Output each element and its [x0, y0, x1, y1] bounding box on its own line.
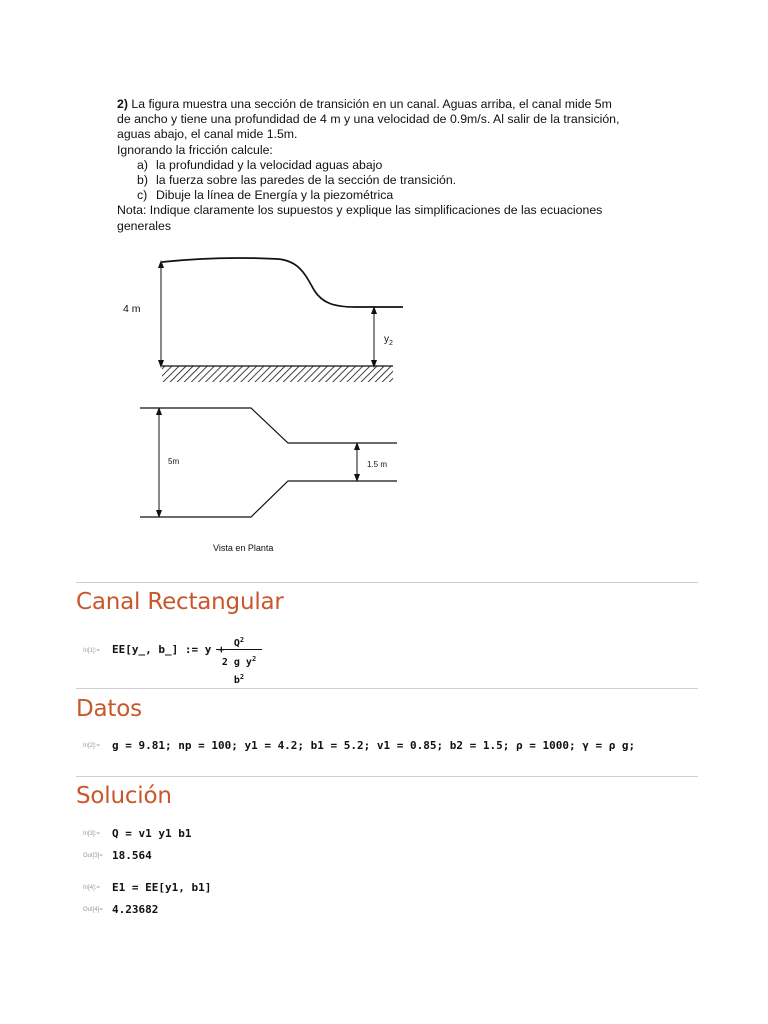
output-label-4: Out[4]= — [83, 907, 103, 913]
item-label: a) — [137, 157, 148, 172]
problem-note-1: Nota: Indique claramente los supuestos y explique las simplificaciones de las ecuaciones — [117, 203, 603, 218]
section-divider — [76, 582, 698, 583]
problem-text-1: La figura muestra una sección de transición en un canal. Aguas arriba, el canal mide 5m — [127, 97, 612, 111]
code-output-3: 18.564 — [112, 849, 152, 862]
section-title-datos: Datos — [76, 696, 142, 722]
profile-y2-label: $y_2$ — [384, 334, 393, 347]
fraction-bar — [216, 649, 262, 650]
section-divider — [76, 688, 698, 689]
item-text: la profundidad y la velocidad aguas abajo — [156, 157, 383, 172]
profile-depth-label: 4 m — [123, 303, 141, 315]
section-title-canal: Canal Rectangular — [76, 589, 284, 615]
item-label: c) — [137, 188, 148, 203]
plan-upper-wall — [140, 408, 397, 443]
problem-note-2: generales — [117, 218, 172, 233]
code-output-4: 4.23682 — [112, 903, 159, 916]
problem-line-3: aguas abajo, el canal mide 1.5m. — [117, 127, 298, 142]
plan-width-label: 5m — [168, 457, 180, 466]
item-text: la fuerza sobre las paredes de la sección de transición. — [156, 173, 457, 188]
problem-line-4: Ignorando la fricción calcule: — [117, 142, 273, 157]
figure-caption: Vista en Planta — [213, 543, 274, 553]
item-text: Dibuje la línea de Energía y la piezométrica — [156, 188, 394, 203]
fraction-denominator: 2 g $y^2$ $b^2$ — [221, 655, 257, 686]
code-input-2[interactable]: g = 9.81; np = 100; y1 = 4.2; b1 = 5.2; v1 = 0.85; b2 = 1.5; ρ = 1000; γ = ρ g; — [112, 739, 636, 752]
problem-number: 2) — [117, 97, 128, 111]
code-input-4[interactable]: E1 = EE[y1, b1] — [112, 881, 212, 894]
profile-view — [123, 258, 403, 382]
plan-exit-label: 1.5 m — [367, 460, 388, 469]
plan-lower-wall — [140, 481, 397, 517]
input-label-4: In[4]:= — [83, 885, 100, 891]
channel-bed — [162, 366, 393, 382]
section-title-solucion: Solución — [76, 783, 172, 809]
water-surface — [162, 258, 403, 307]
code-text: EE[y_, b_] := y + — [112, 643, 225, 656]
fraction-numerator: $Q^2$ — [233, 636, 245, 649]
problem-line-2: de ancho y tiene una profundidad de 4 m y una velocidad de 0.9m/s. Al salir de la transición, — [117, 112, 620, 127]
problem-line-1 — [117, 97, 627, 112]
input-label-1: In[1]:= — [83, 648, 100, 654]
problem-statement — [117, 97, 627, 234]
transition-figure — [0, 240, 768, 540]
item-label: b) — [137, 173, 148, 188]
code-input-1[interactable] — [112, 643, 225, 656]
problem-item-b — [117, 173, 627, 188]
problem-item-c — [117, 188, 627, 203]
section-divider — [76, 776, 698, 777]
problem-item-a — [117, 158, 627, 173]
output-label-3: Out[3]= — [83, 853, 103, 859]
plan-view — [140, 408, 397, 517]
code-input-3[interactable]: Q = v1 y1 b1 — [112, 827, 192, 840]
energy-fraction — [216, 633, 262, 688]
input-label-3: In[3]:= — [83, 831, 100, 837]
input-label-2: In[2]:= — [83, 743, 100, 749]
